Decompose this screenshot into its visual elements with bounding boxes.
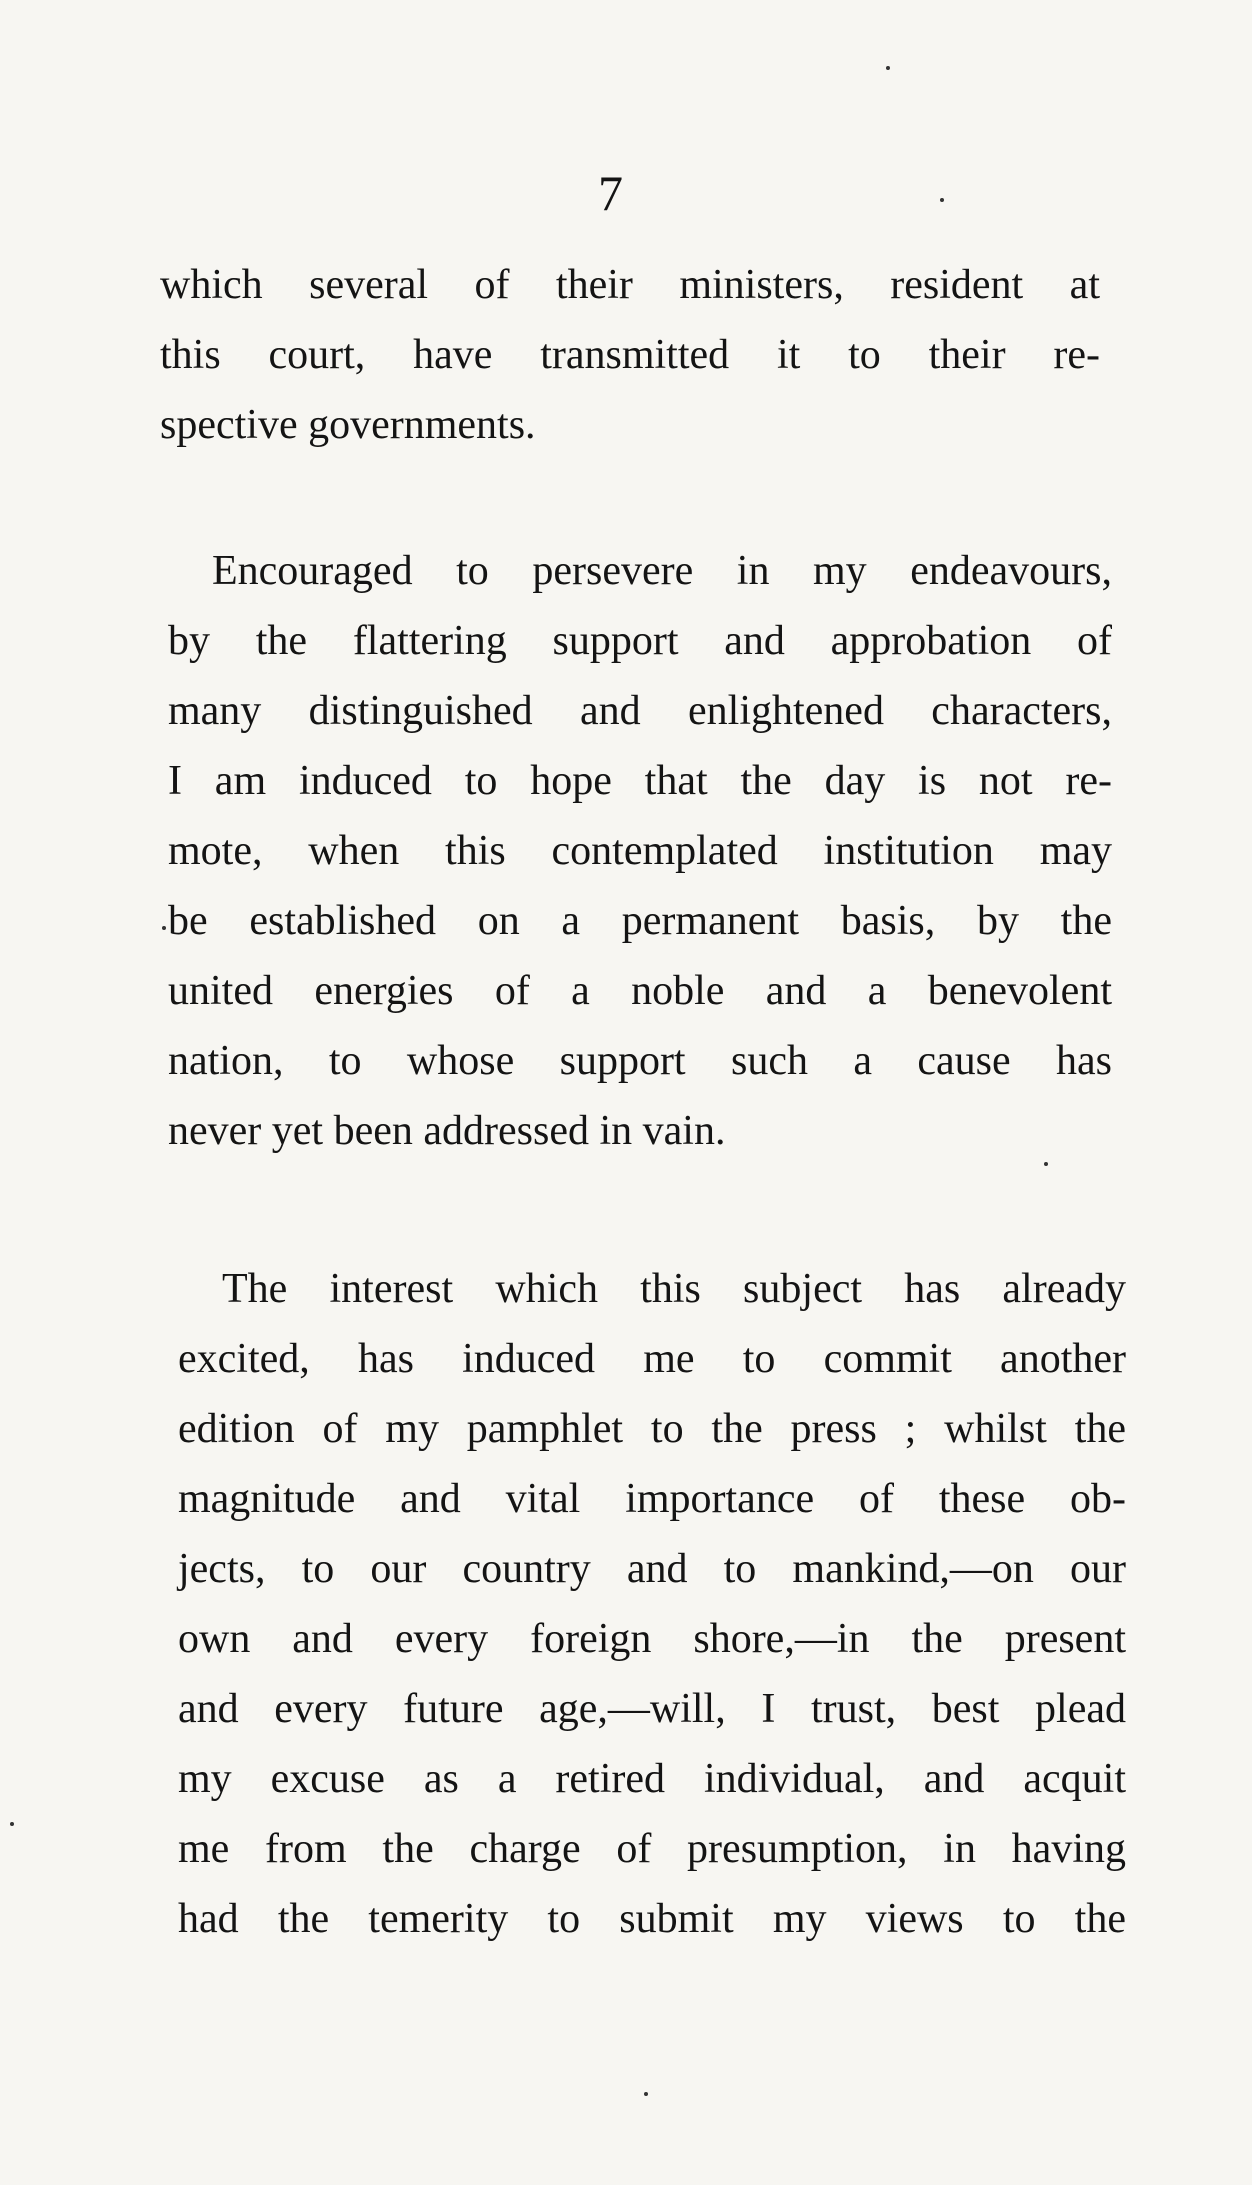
text-line: me from the charge of presumption, in having [178, 1826, 1126, 1872]
text-line: nation, to whose support such a cause has [168, 1038, 1112, 1084]
text-line: united energies of a noble and a benevolent [168, 968, 1112, 1014]
text-line: own and every foreign shore,—in the present [178, 1616, 1126, 1662]
text-line: this court, have transmitted it to their re- [160, 332, 1100, 378]
print-speck [886, 66, 890, 70]
text-line: be established on a permanent basis, by the [168, 898, 1112, 944]
text-line: magnitude and vital importance of these ob- [178, 1476, 1126, 1522]
paragraph-1 [160, 250, 1100, 460]
text-line: excited, has induced me to commit another [178, 1336, 1126, 1382]
text-line: edition of my pamphlet to the press ; whilst the [178, 1406, 1126, 1452]
text-line: jects, to our country and to mankind,—on our [178, 1546, 1126, 1592]
paragraph-2 [168, 536, 1112, 1166]
text-line: many distinguished and enlightened characters, [168, 688, 1112, 734]
text-line: spective governments. [160, 402, 536, 448]
text-line: and every future age,—will, I trust, best plead [178, 1686, 1126, 1732]
print-speck [644, 2092, 648, 2096]
print-speck [940, 198, 944, 202]
print-speck [1044, 1162, 1048, 1166]
text-line: never yet been addressed in vain. [168, 1108, 726, 1154]
text-line: by the flattering support and approbation of [168, 618, 1112, 664]
print-speck [162, 926, 166, 930]
text-line: The interest which this subject has already [222, 1266, 1126, 1312]
text-line: I am induced to hope that the day is not re- [168, 758, 1112, 804]
text-line: my excuse as a retired individual, and acquit [178, 1756, 1126, 1802]
text-line: Encouraged to persevere in my endeavours, [212, 548, 1112, 594]
page-number: 7 [598, 165, 623, 221]
paragraph-3 [178, 1254, 1126, 1954]
text-line: had the temerity to submit my views to the [178, 1896, 1126, 1942]
print-speck [10, 1822, 14, 1826]
text-line: which several of their ministers, resident at [160, 262, 1100, 308]
text-line: mote, when this contemplated institution may [168, 828, 1112, 874]
